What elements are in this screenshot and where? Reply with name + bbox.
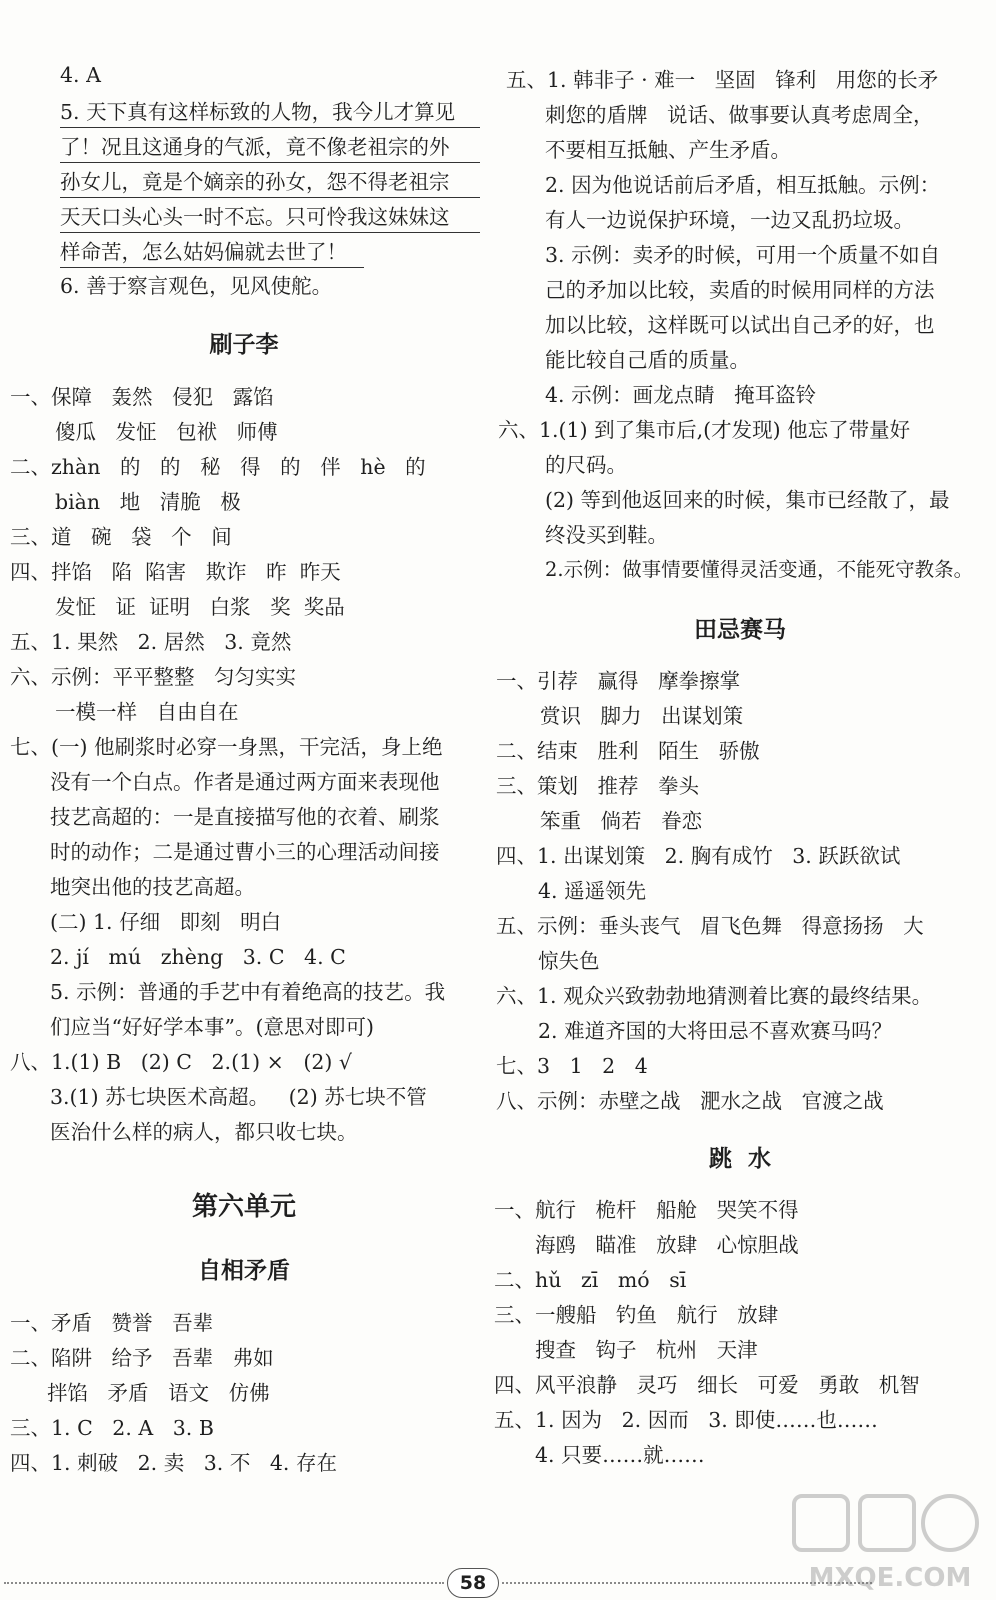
answer-line: 三、1. C 2. A 3. B xyxy=(10,1416,214,1440)
answer-line: 三、策划 推荐 拳头 xyxy=(496,774,700,798)
answer-line: 时的动作；二是通过曹小三的心理活动间接 xyxy=(50,840,440,864)
unit-title: 第六单元 xyxy=(191,1192,296,1222)
answer-line: 的尺码。 xyxy=(545,453,627,477)
answer-line: 五、1. 因为 2. 因而 3. 即使……也…… xyxy=(494,1408,878,1432)
answer-line: 有人一边说保护环境，一边又乱扔垃圾。 xyxy=(545,208,914,232)
answer-line: 四、1. 出谋划策 2. 胸有成竹 3. 跃跃欲试 xyxy=(496,844,901,868)
answer-line: 拌馅 矛盾 语文 仿佛 xyxy=(47,1381,270,1405)
answer-line: 没有一个白点。作者是通过两方面来表现他 xyxy=(50,770,440,794)
answer-line: (二) 1. 仔细 即刻 明白 xyxy=(50,910,282,934)
answer-line: 六、1. 观众兴致勃勃地猜测着比赛的最终结果。 xyxy=(496,984,933,1008)
answer-line: 2.示例：做事情要懂得灵活变通，不能死守教条。 xyxy=(545,558,974,581)
underlined-answer-line: 样命苦，怎么姑妈偏就去世了！ xyxy=(60,237,364,268)
answer-line: 笨重 倘若 眷恋 xyxy=(540,809,703,833)
answer-line: 不要相互抵触、产生矛盾。 xyxy=(545,138,791,162)
answer-line: 三、一艘船 钓鱼 航行 放肆 xyxy=(494,1303,779,1327)
answer-line: 4. 只要……就…… xyxy=(535,1443,705,1467)
answer-line: 们应当“好好学本事”。(意思对即可) xyxy=(50,1015,374,1039)
answer-line: 地突出他的技艺高超。 xyxy=(50,875,255,899)
underlined-answer-line: 天天口头心头一时不忘。只可怜我这妹妹这 xyxy=(60,202,480,233)
answer-line: 八、1.(1) B (2) C 2.(1) × (2) √ xyxy=(10,1050,352,1074)
answer-line: 加以比较，这样既可以试出自己矛的好，也 xyxy=(545,313,935,337)
answer-line: 终没买到鞋。 xyxy=(545,523,668,547)
answer-line: 6. 善于察言观色，见风使舵。 xyxy=(60,274,333,298)
answer-line: 海鸥 瞄准 放肆 心惊胆战 xyxy=(535,1233,799,1257)
answer-line: 三、道 碗 袋 个 间 xyxy=(10,525,232,549)
dotted-rule xyxy=(4,1582,444,1584)
answer-line: 一、保障 轰然 侵犯 露馅 xyxy=(10,385,274,409)
watermark-logo xyxy=(790,1490,990,1596)
answer-line: 搜查 钩子 杭州 天津 xyxy=(535,1338,758,1362)
answer-line: 4. 示例：画龙点睛 掩耳盗铃 xyxy=(545,383,817,407)
underlined-answer-line: 孙女儿，竟是个嫡亲的孙女，怨不得老祖宗 xyxy=(60,167,480,198)
answer-line: 4. 遥遥领先 xyxy=(538,879,647,903)
answer-line: 四、风平浪静 灵巧 细长 可爱 勇敢 机智 xyxy=(494,1373,920,1397)
answer-line: 五、1. 韩非子 · 难一 坚固 锋利 用您的长矛 xyxy=(506,68,939,92)
answer-line: 二、zhàn 的 的 秘 得 的 伴 hè 的 xyxy=(10,455,426,479)
answer-line: 发怔 证 证明 白浆 奖 奖品 xyxy=(55,595,345,619)
section-title: 自相矛盾 xyxy=(198,1258,290,1284)
answer-line: 四、1. 刺破 2. 卖 3. 不 4. 存在 xyxy=(10,1451,337,1475)
answer-line: 一、航行 桅杆 船舱 哭笑不得 xyxy=(494,1198,799,1222)
answer-line: 2. jí mú zhèng 3. C 4. C xyxy=(50,945,346,969)
underlined-answer-line: 了！况且这通身的气派，竟不像老祖宗的外 xyxy=(60,132,480,163)
answer-line: 2. 难道齐国的大将田忌不喜欢赛马吗？ xyxy=(538,1019,893,1043)
answer-line: 二、结束 胜利 陌生 骄傲 xyxy=(496,739,760,763)
answer-line: 技艺高超的：一是直接描写他的衣着、刷浆 xyxy=(50,805,440,829)
watermark-text: MXQE.COM xyxy=(808,1563,972,1593)
answer-line: 五、示例：垂头丧气 眉飞色舞 得意扬扬 大 xyxy=(496,914,924,938)
answer-line: 刺您的盾牌 说话、做事要认真考虑周全， xyxy=(545,103,934,127)
section-title: 刷子李 xyxy=(209,332,279,358)
answer-line: 赏识 脚力 出谋划策 xyxy=(540,704,744,728)
answer-line: 七、(一) 他刷浆时必穿一身黑，干完活，身上绝 xyxy=(10,735,443,759)
answer-line: 二、陷阱 给予 吾辈 弗如 xyxy=(10,1346,274,1370)
answer-line: 一模一样 自由自在 xyxy=(55,700,239,724)
answer-line: 一、引荐 赢得 摩拳擦掌 xyxy=(496,669,741,693)
page-number: 58 xyxy=(447,1568,499,1598)
answer-line: 4. A xyxy=(60,63,101,87)
answer-line: 能比较自己盾的质量。 xyxy=(545,348,750,372)
section-title: 田忌赛马 xyxy=(694,617,786,643)
answer-line: 惊失色 xyxy=(538,949,600,973)
answer-line: 五、1. 果然 2. 居然 3. 竟然 xyxy=(10,630,292,654)
section-title: 跳 水 xyxy=(708,1146,771,1172)
answer-line: (2) 等到他返回来的时候，集市已经散了，最 xyxy=(545,488,950,512)
answer-line: 2. 因为他说话前后矛盾，相互抵触。示例： xyxy=(545,173,941,197)
answer-line: 七、3 1 2 4 xyxy=(496,1054,648,1078)
answer-line: 六、示例：平平整整 匀匀实实 xyxy=(10,665,297,689)
answer-line: 傻瓜 发怔 包袱 师傅 xyxy=(55,420,278,444)
answer-line: 六、1.(1) 到了集市后,(才发现) 他忘了带量好 xyxy=(498,418,911,442)
answer-line: 一、矛盾 赞誉 吾辈 xyxy=(10,1311,214,1335)
answer-line: 八、示例：赤壁之战 淝水之战 官渡之战 xyxy=(496,1089,884,1113)
answer-line: 二、hǔ zī mó sī xyxy=(494,1268,687,1292)
answer-line: 己的矛加以比较，卖盾的时候用同样的方法 xyxy=(545,278,935,302)
answer-line: 医治什么样的病人，都只收七块。 xyxy=(50,1120,358,1144)
answer-line: 四、拌馅 陷 陷害 欺诈 昨 昨天 xyxy=(10,560,341,584)
underlined-answer-line: 5. 天下真有这样标致的人物，我今儿才算见 xyxy=(60,97,480,128)
answer-line: 3.(1) 苏七块医术高超。 (2) 苏七块不管 xyxy=(50,1085,427,1109)
answer-line: biàn 地 清脆 极 xyxy=(55,490,241,514)
answer-line: 3. 示例：卖矛的时候，可用一个质量不如自 xyxy=(545,243,941,267)
answer-line: 5. 示例：普通的手艺中有着绝高的技艺。我 xyxy=(50,980,446,1004)
